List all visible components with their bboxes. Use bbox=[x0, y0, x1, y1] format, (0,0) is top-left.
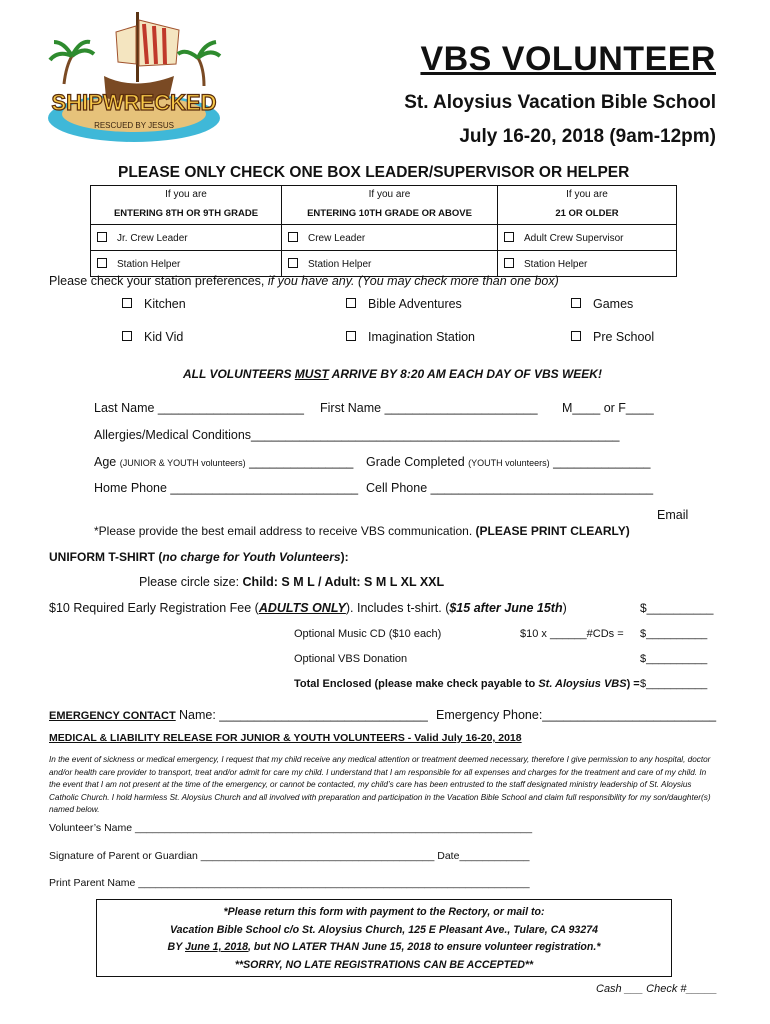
option-station-helper[interactable] bbox=[282, 251, 498, 277]
option-label: Adult Crew Supervisor bbox=[524, 232, 624, 244]
age-21-older: 21 OR OLDER bbox=[498, 202, 677, 225]
late-notice: **SORRY, NO LATE REGISTRATIONS CAN BE ACCEPTED** bbox=[234, 958, 534, 971]
return-instructions-box bbox=[96, 899, 672, 977]
option-jr-crew-leader[interactable] bbox=[91, 225, 282, 251]
emergency-name-field[interactable]: Name: ______________________________ bbox=[179, 708, 428, 722]
station-imagination[interactable]: Imagination Station bbox=[346, 330, 475, 344]
logo-wordmark: SHIPWRECKED bbox=[51, 90, 217, 115]
first-name-field[interactable]: First Name ______________________ bbox=[320, 401, 538, 415]
grade-8-9: ENTERING 8TH OR 9TH GRADE bbox=[113, 207, 259, 219]
gender-field[interactable]: M____ or F____ bbox=[562, 401, 654, 415]
donation-amount[interactable]: $__________ bbox=[640, 653, 708, 665]
total-label: Total Enclosed (please make check payable to St. Aloysius VBS) = bbox=[294, 678, 640, 690]
checkbox[interactable] bbox=[504, 258, 514, 268]
tshirt-size-row[interactable]: Please circle size: Child: S M L / Adult: S M L XL XXL bbox=[139, 575, 445, 589]
release-heading: MEDICAL & LIABILITY RELEASE FOR JUNIOR & YOUTH VOLUNTEERS - Valid July 16-20, 2018 bbox=[49, 732, 522, 744]
return-line-1: *Please return this form with payment to the Rectory, or mail to: bbox=[223, 906, 545, 918]
col-if-label: If you are bbox=[165, 188, 207, 200]
total-amount[interactable]: $__________ bbox=[640, 678, 708, 690]
emergency-phone-field[interactable]: Emergency Phone:_________________________ bbox=[436, 708, 717, 722]
music-cd-quantity[interactable]: $10 x ______#CDs = bbox=[520, 628, 624, 640]
registration-fee: $10 Required Early Registration Fee (ADULTS ONLY). Includes t-shirt. ($15 after June 15th) bbox=[49, 601, 567, 615]
option-label: Station Helper bbox=[524, 258, 588, 270]
email-label: Email bbox=[657, 508, 689, 522]
shipwrecked-logo bbox=[44, 6, 224, 146]
option-station-helper[interactable] bbox=[498, 251, 677, 277]
payment-method-field[interactable]: Cash ___ Check #_____ bbox=[596, 983, 718, 995]
col-if-label: If you are bbox=[282, 186, 498, 203]
home-phone-field[interactable]: Home Phone ___________________________ bbox=[94, 481, 359, 495]
tshirt-heading: UNIFORM T-SHIRT (no charge for Youth Volunteers): bbox=[49, 550, 349, 564]
donation-label: Optional VBS Donation bbox=[294, 653, 408, 665]
checkbox[interactable] bbox=[288, 232, 298, 242]
tshirt-sizes: Child: S M L / Adult: S M L XL XXL bbox=[242, 575, 445, 589]
station-kid-vid[interactable]: Kid Vid bbox=[122, 330, 183, 344]
option-crew-leader[interactable] bbox=[282, 225, 498, 251]
option-label: Crew Leader bbox=[308, 232, 366, 244]
music-cd-amount[interactable]: $__________ bbox=[640, 628, 708, 640]
emergency-contact-label: EMERGENCY CONTACT bbox=[49, 710, 176, 722]
return-address: Vacation Bible School c/o St. Aloysius Church, 125 E Pleasant Ave., Tulare, CA 93274 bbox=[169, 923, 599, 936]
allergies-field[interactable]: Allergies/Medical Conditions_____________________________________________________ bbox=[94, 428, 620, 442]
checkbox[interactable] bbox=[97, 232, 107, 242]
checkbox[interactable] bbox=[122, 298, 132, 308]
checkbox[interactable] bbox=[571, 298, 581, 308]
station-prompt: Please check your station preferences, if you have any. (You may check more than one box) bbox=[49, 274, 559, 288]
grade-field[interactable]: Grade Completed (YOUTH volunteers) ______________ bbox=[366, 455, 651, 469]
station-games[interactable]: Games bbox=[571, 297, 633, 311]
station-pre-school[interactable]: Pre School bbox=[571, 330, 654, 344]
checkbox[interactable] bbox=[571, 331, 581, 341]
option-adult-crew-supervisor[interactable] bbox=[498, 225, 677, 251]
music-cd-label: Optional Music CD ($10 each) bbox=[294, 628, 442, 640]
arrival-notice: ALL VOLUNTEERS MUST ARRIVE BY 8:20 AM EACH DAY OF VBS WEEK! bbox=[183, 367, 602, 381]
checkbox[interactable] bbox=[288, 258, 298, 268]
checkbox[interactable] bbox=[346, 298, 356, 308]
col-if-label: If you are bbox=[498, 186, 677, 203]
registration-amount[interactable]: $__________ bbox=[640, 601, 714, 615]
checkbox[interactable] bbox=[122, 331, 132, 341]
email-note: *Please provide the best email address to receive VBS communication. (PLEASE PRINT CLEARLY) bbox=[94, 524, 630, 538]
checkbox[interactable] bbox=[504, 232, 514, 242]
option-station-helper[interactable] bbox=[91, 251, 282, 277]
role-heading: PLEASE ONLY CHECK ONE BOX LEADER/SUPERVISOR OR HELPER bbox=[118, 164, 630, 181]
option-label: Jr. Crew Leader bbox=[117, 232, 188, 244]
option-label: Station Helper bbox=[308, 258, 372, 270]
grade-10-above: ENTERING 10TH GRADE OR ABOVE bbox=[282, 202, 498, 225]
role-table bbox=[90, 185, 677, 277]
school-name: St. Aloysius Vacation Bible School bbox=[404, 92, 716, 113]
age-field[interactable]: Age (JUNIOR & YOUTH volunteers) _______________ bbox=[94, 455, 354, 469]
checkbox[interactable] bbox=[346, 331, 356, 341]
print-parent-field[interactable]: Print Parent Name ___________________________________________________________________ bbox=[49, 877, 530, 889]
checkbox[interactable] bbox=[97, 258, 107, 268]
signature-field[interactable]: Signature of Parent or Guardian ________________________________________ Date____________ bbox=[49, 850, 530, 862]
last-name-field[interactable]: Last Name _____________________ bbox=[94, 401, 304, 415]
page-title: VBS VOLUNTEER bbox=[420, 40, 716, 78]
cell-phone-field[interactable]: Cell Phone ________________________________ bbox=[366, 481, 654, 495]
event-dates: July 16-20, 2018 (9am-12pm) bbox=[459, 126, 716, 147]
return-deadline: BY June 1, 2018, but NO LATER THAN June 15, 2018 to ensure volunteer registration.* bbox=[167, 941, 601, 953]
station-kitchen[interactable]: Kitchen bbox=[122, 297, 186, 311]
option-label: Station Helper bbox=[117, 258, 181, 270]
logo-tagline: RESCUED BY JESUS bbox=[94, 121, 174, 130]
release-body: In the event of sickness or medical emergency, I request that my child receive any medical attention or treatment deemed necessary, therefore I give permission to any hospital, doctor and/or health care provider to transport, treat and/or admit for care my child. I understand that I am responsible for all expenses and charges for the treatment and care of my child. In the event that I am not present at the time of the emergency, or cannot be contacted, my child’s care has been entrusted to the staff designated ministry leadership of St. Aloysius Catholic Church. I hold harmless St. Aloysius Church and all involved with preparation and participation in the Vacation Bible School and claim full responsibility for my son/daughter(s) named below. bbox=[49, 755, 711, 815]
volunteer-name-field[interactable]: Volunteer’s Name ____________________________________________________________________ bbox=[49, 822, 533, 834]
station-bible-adventures[interactable]: Bible Adventures bbox=[346, 297, 462, 311]
